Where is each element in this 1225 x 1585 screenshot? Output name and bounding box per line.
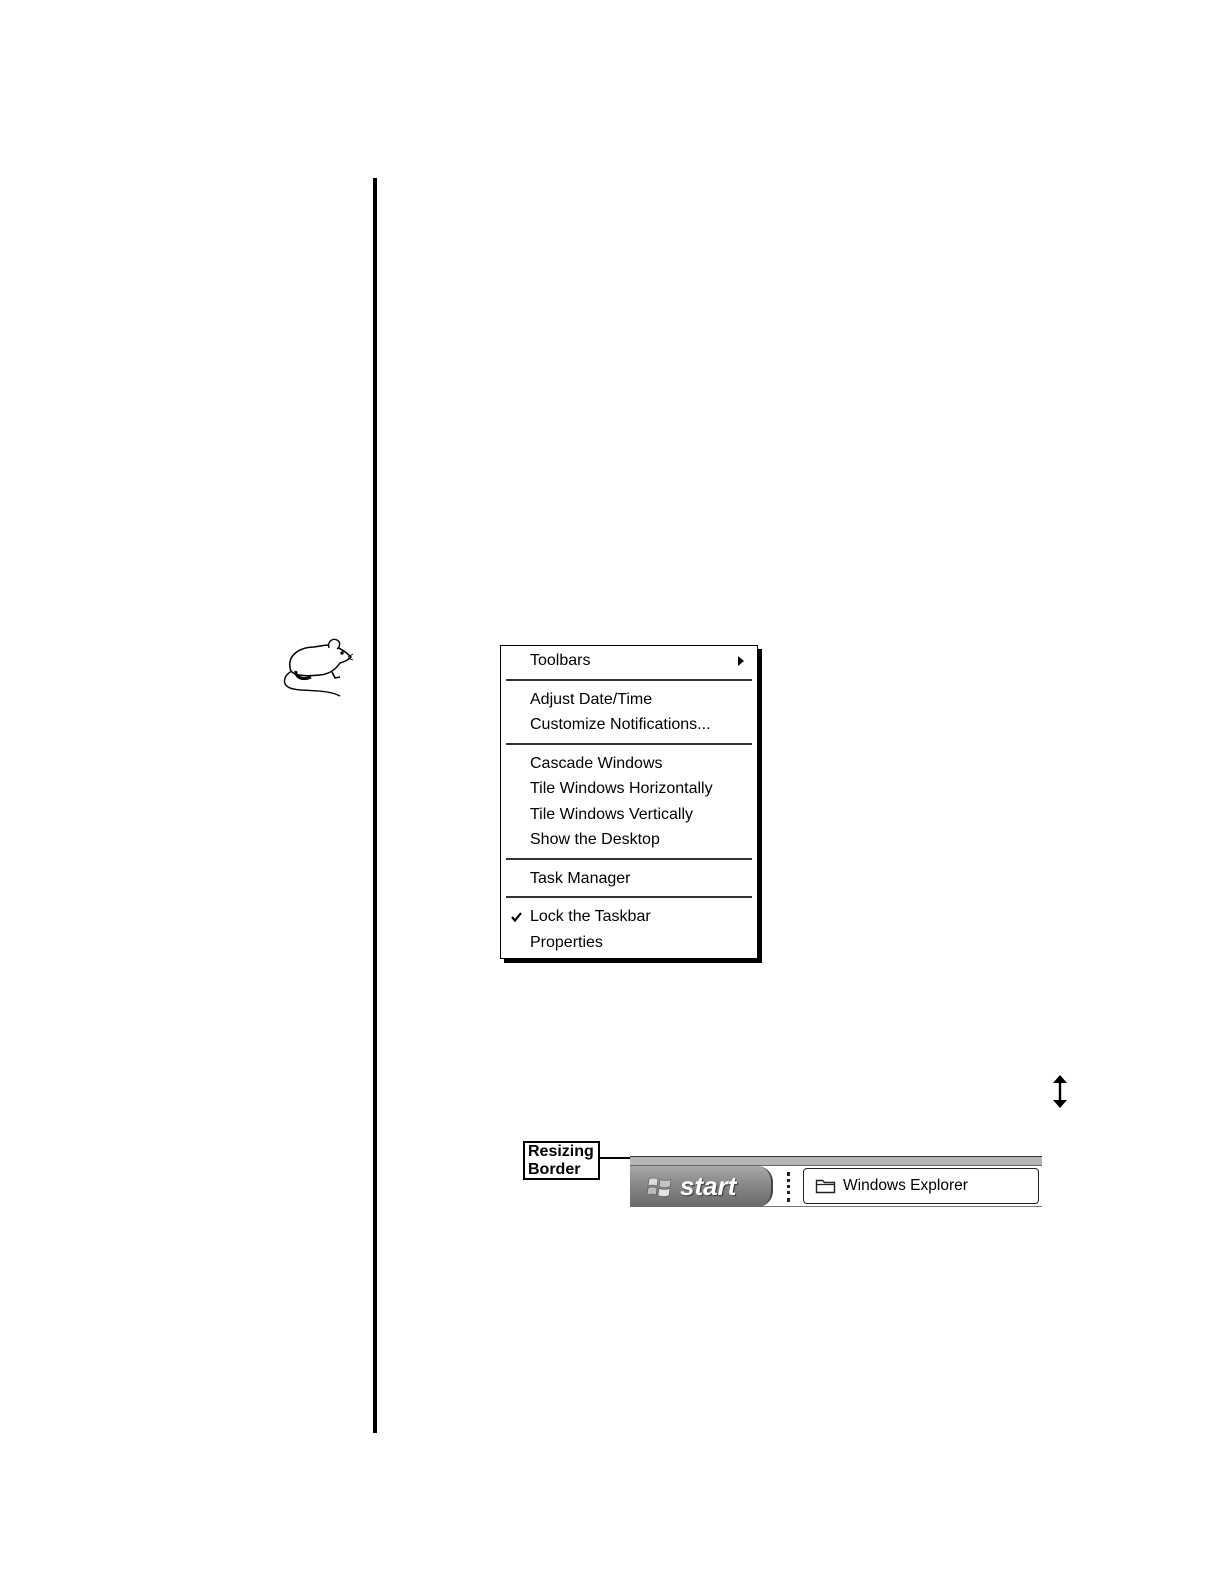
menu-item-label: Toolbars [530,652,591,669]
menu-item-lock-taskbar[interactable] [501,904,757,930]
menu-item-customize-notifications[interactable] [501,712,757,738]
windows-logo-icon [646,1175,674,1199]
menu-item-toolbars[interactable] [501,648,757,674]
menu-item-label: Properties [530,933,603,951]
menu-item-cascade-windows[interactable] [501,751,757,777]
menu-item-label: Cascade Windows [530,754,663,772]
menu-item-task-manager[interactable] [501,866,757,892]
taskbar-button-label: Windows Explorer [843,1177,968,1194]
folder-icon [815,1177,836,1194]
menu-item-show-desktop[interactable] [501,827,757,853]
menu-separator [501,674,757,687]
mouse-illustration-icon [282,635,354,699]
taskbar-grip-handle[interactable] [787,1172,790,1202]
menu-item-properties[interactable] [501,930,757,956]
callout-line-2: Border [528,1160,581,1178]
menu-item-tile-horizontally[interactable] [501,776,757,802]
menu-separator [501,891,757,904]
taskbar-resizing-border[interactable] [630,1156,1042,1166]
menu-item-label: Customize Notifications... [530,716,711,733]
callout-line-1: Resizing [528,1143,594,1160]
margin-rule [373,178,377,1433]
menu-separator [501,853,757,866]
taskbar-context-menu [500,645,758,959]
menu-item-label: Show the Desktop [530,831,660,848]
menu-item-label: Adjust Date/Time [530,690,653,708]
taskbar [630,1166,1042,1207]
resizing-border-callout [523,1141,600,1180]
checkmark-icon [511,912,522,922]
submenu-arrow-icon [738,656,744,666]
menu-item-label: Task Manager [530,869,631,887]
menu-item-label: Tile Windows Vertically [530,805,694,823]
menu-item-tile-vertically[interactable] [501,802,757,828]
callout-connector-line [600,1157,630,1159]
menu-item-label: Lock the Taskbar [530,908,651,925]
taskbar-button-windows-explorer[interactable] [803,1168,1039,1204]
menu-separator [501,738,757,751]
menu-item-adjust-date-time[interactable] [501,687,757,713]
resize-vertical-cursor-icon [1051,1075,1069,1108]
start-label: start [680,1171,737,1201]
menu-item-label: Tile Windows Horizontally [530,780,713,797]
start-button[interactable] [630,1166,773,1207]
